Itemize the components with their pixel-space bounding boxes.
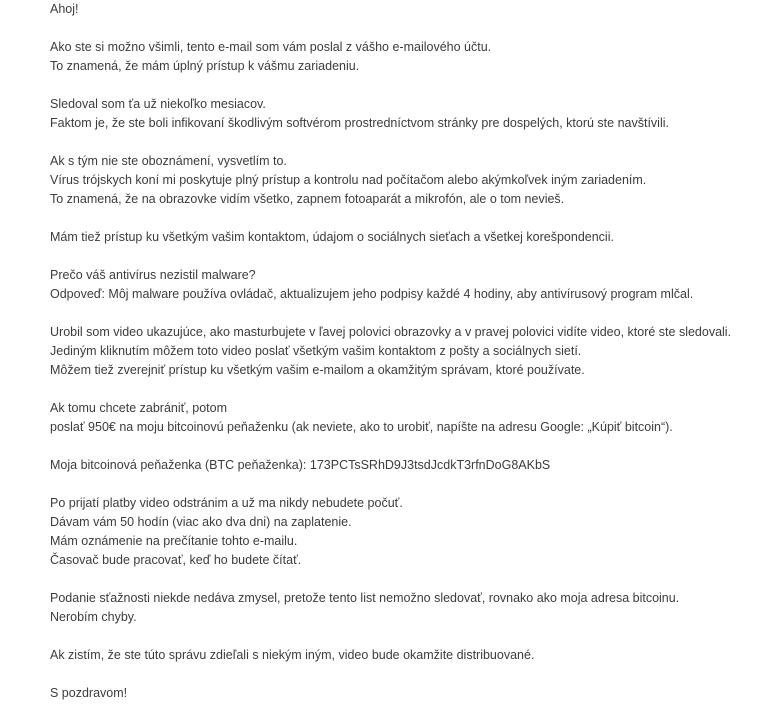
bitcoin-wallet-line: Moja bitcoinová peňaženka (BTC peňaženka): 173PCTsSRhD9J3tsdJcdkT3rfnDoG8AKbS xyxy=(50,458,551,472)
text-line: Faktom je, že ste boli infikovaní škodlivým softvérom prostredníctvom stránky pre dospelých, ktorú ste navštívili. xyxy=(50,116,669,130)
email-closing: S pozdravom! xyxy=(50,686,128,700)
paragraph-gap xyxy=(50,247,765,266)
text-line: To znamená, že mám úplný prístup k vášmu zariadeniu. xyxy=(50,59,360,73)
paragraph-wallet xyxy=(50,456,765,475)
paragraph-complaint xyxy=(50,589,765,627)
text-line: Ak s tým nie ste oboznámení, vysvetlím to. xyxy=(50,154,287,168)
email-greeting: Ahoj! xyxy=(50,2,79,16)
paragraph-sender-account xyxy=(50,38,765,76)
text-line: Podanie sťažnosti niekde nedáva zmysel, pretože tento list nemožno sledovať, rovnako ako moja adresa bitcoinu. xyxy=(50,591,680,605)
text-line: Sledoval som ťa už niekoľko mesiacov. xyxy=(50,97,266,111)
paragraph-warning xyxy=(50,646,765,665)
text-line: Odpoveď: Môj malware používa ovládač, aktualizujem jeho podpisy každé 4 hodiny, aby antivírusový program mlčal. xyxy=(50,287,694,301)
text-line: Ako ste si možno všimli, tento e-mail som vám poslal z vášho e-mailového účtu. xyxy=(50,40,492,54)
text-line: Po prijatí platby video odstránim a už ma nikdy nebudete počuť. xyxy=(50,496,403,510)
paragraph-video xyxy=(50,323,765,380)
paragraph-antivirus xyxy=(50,266,765,304)
text-line: Nerobím chyby. xyxy=(50,610,137,624)
paragraph-gap xyxy=(50,380,765,399)
paragraph-payment xyxy=(50,399,765,437)
text-line: poslať 950€ na moju bitcoinovú peňaženku (ak neviete, ako to urobiť, napíšte na adresu Google: „Kúpiť bitcoin“). xyxy=(50,420,673,434)
text-line: Ak tomu chcete zabrániť, potom xyxy=(50,401,227,415)
text-line: Mám oznámenie na prečítanie tohto e-mailu. xyxy=(50,534,298,548)
text-line: Časovač bude pracovať, keď ho budete čítať. xyxy=(50,553,302,567)
paragraph-contacts xyxy=(50,228,765,247)
text-line: Dávam vám 50 hodín (viac ako dva dni) na zaplatenie. xyxy=(50,515,352,529)
text-line: Urobil som video ukazujúce, ako masturbujete v ľavej polovici obrazovky a v pravej polovici vidíte video, ktoré ste sledovali. xyxy=(50,325,732,339)
paragraph-deadline xyxy=(50,494,765,570)
paragraph-gap xyxy=(50,665,765,684)
paragraph-trojan xyxy=(50,152,765,209)
paragraph-gap xyxy=(50,437,765,456)
paragraph-gap xyxy=(50,209,765,228)
text-line: Jediným kliknutím môžem toto video poslať všetkým vašim kontaktom z pošty a sociálnych sietí. xyxy=(50,344,582,358)
text-line: Ak zistím, že ste túto správu zdieľali s niekým iným, video bude okamžite distribuované. xyxy=(50,648,535,662)
paragraph-gap xyxy=(50,475,765,494)
paragraph-infection xyxy=(50,95,765,133)
text-line: Mám tiež prístup ku všetkým vašim kontaktom, údajom o sociálnych sieťach a všetkej korešpondencii. xyxy=(50,230,614,244)
email-body xyxy=(50,0,765,703)
paragraph-gap xyxy=(50,76,765,95)
paragraph-gap xyxy=(50,19,765,38)
paragraph-gap xyxy=(50,304,765,323)
paragraph-gap xyxy=(50,627,765,646)
text-line: Môžem tiež zverejniť prístup ku všetkým vašim e-mailom a okamžitým správam, ktoré používate. xyxy=(50,363,585,377)
text-line: Prečo váš antivírus nezistil malware? xyxy=(50,268,256,282)
text-line: Vírus trójskych koní mi poskytuje plný prístup a kontrolu nad počítačom alebo akýmkoľvek iným zariadením. xyxy=(50,173,647,187)
text-line: To znamená, že na obrazovke vidím všetko, zapnem fotoaparát a mikrofón, ale o tom nevieš. xyxy=(50,192,565,206)
paragraph-gap xyxy=(50,133,765,152)
paragraph-gap xyxy=(50,570,765,589)
